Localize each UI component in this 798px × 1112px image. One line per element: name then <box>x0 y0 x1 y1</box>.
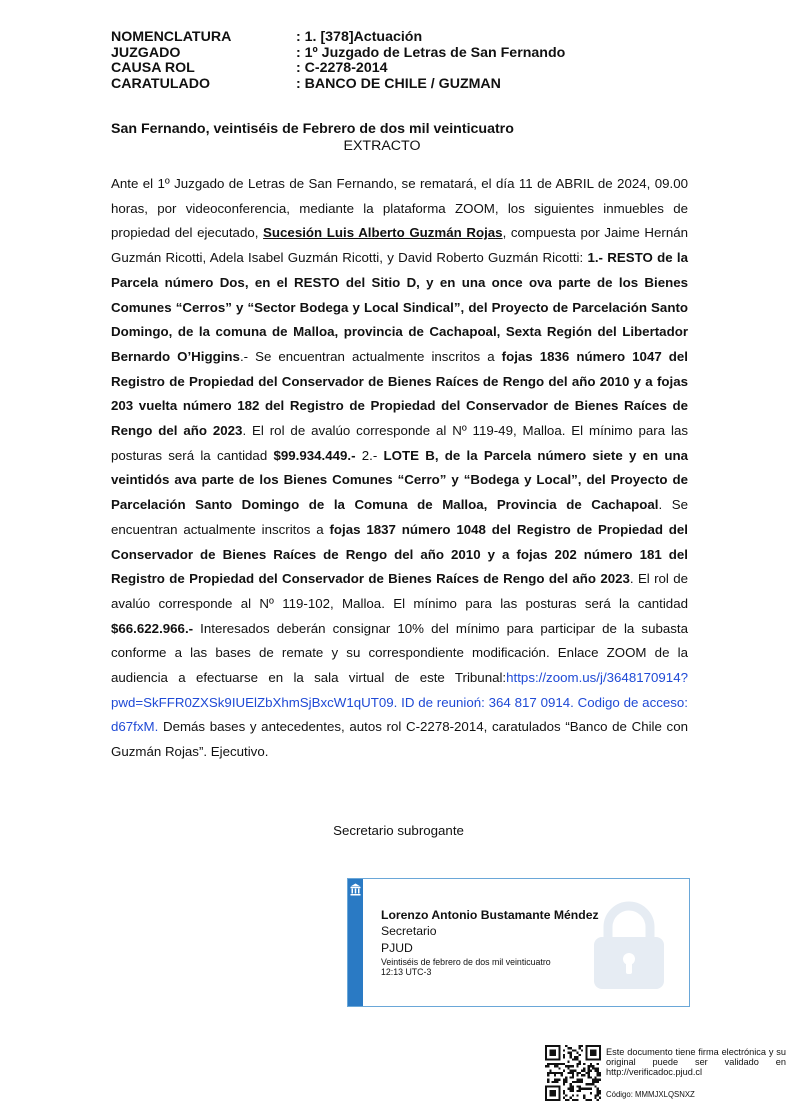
body-text: , compuesta por Jaime Hernán Guzmán Ricotti, Adela Isabel Guzmán Ricotti, y David Roberto Guzmán Ricotti: <box>111 225 689 266</box>
body-text: . Se encuentran actualmente inscritos a <box>111 497 688 537</box>
lock-icon <box>588 899 670 991</box>
secretary-label: Secretario subrogante <box>333 823 464 838</box>
signer-role: Secretario <box>381 924 437 938</box>
zoom-link[interactable]: https://zoom.us/j/3648170914?pwd=SkFFR0ZXSk9IUElZbXhmSjBxcW1qUT09. ID de reunioń: 364 817 0914. Codigo de acceso: d67fxM. <box>111 670 688 735</box>
meta-label: CAUSA ROL <box>111 60 195 77</box>
body-text: .- Se encuentran actualmente inscritos a <box>239 348 502 364</box>
verification-code: Código: MMMJXLQSNXZ <box>606 1090 695 1099</box>
body-text: . El rol de avalúo corresponde al Nº 119-102, Malloa. El mínimo para las posturas será la cantidad <box>111 571 688 611</box>
date-line: San Fernando, veintiséis de Febrero de dos mil veinticuatro <box>111 121 514 137</box>
body-text: Ante el 1º Juzgado de Letras de San Fernando, se rematará, el día 11 de ABRIL de 2024, 09.00 horas, por videoconferencia, mediante la plataforma ZOOM, los siguientes inmuebles de propiedad del ejecutado, <box>111 176 688 241</box>
meta-value: : 1. [378]Actuación <box>296 29 423 45</box>
meta-value: : C-2278-2014 <box>296 60 388 77</box>
property-1-registry: fojas 1836 número 1047 del Registro de Propiedad del Conservador de Bienes Raíces de Rengo del año 2010 y a fojas 203 vuelta número 182 del Registro de Propiedad del Conservador de Bienes Raíces de Rengo del año 2023 <box>111 348 688 439</box>
meta-row-juzgado <box>111 46 565 62</box>
extract-body <box>111 172 688 765</box>
meta-value: : 1º Juzgado de Letras de San Fernando <box>296 44 566 61</box>
body-text: Interesados deberán consignar 10% del mínimo para participar de la subasta conforme a las bases de remate y su correspondiente modificación. Enlace ZOOM de la audiencia a efectuarse en la sala virtual de este Tribunal: <box>111 620 688 686</box>
body-text: 2.- <box>355 447 384 463</box>
meta-label: JUZGADO <box>111 44 181 61</box>
signer-name: Lorenzo Antonio Bustamante Méndez <box>381 908 599 922</box>
body-text: . El rol de avalúo corresponde al Nº 119-49, Malloa. El mínimo para las posturas será la cantidad <box>111 423 688 463</box>
meta-label: NOMENCLATURA <box>111 29 232 45</box>
verification-text: Este documento tiene firma electrónica y su original puede ser validado en http://verificadoc.pjud.cl <box>606 1047 786 1077</box>
signature-time: 12:13 UTC-3 <box>381 966 432 977</box>
signer-organization: PJUD <box>381 941 413 955</box>
property-2-description: LOTE B, de la Parcela número siete y en una veintidós ava parte de los Bienes Comunes “Cerro” y “Bodega y Local”, del Proyecto de Parcelación Santo Domingo de la Comuna de Malloa, Provincia de Cachapoal <box>111 447 688 513</box>
meta-row-causa-rol <box>111 61 565 77</box>
debtor-name: Sucesión Luis Alberto Guzmán Rojas <box>263 225 503 241</box>
meta-value: : BANCO DE CHILE / GUZMAN <box>296 75 501 92</box>
property-2-minimum: $66.622.966.- <box>111 620 194 636</box>
signature-strip <box>348 879 363 1006</box>
qr-code-icon <box>545 1045 601 1101</box>
meta-label: CARATULADO <box>111 75 211 92</box>
bank-icon <box>350 883 361 896</box>
property-2-registry: fojas 1837 número 1048 del Registro de Propiedad del Conservador de Bienes Raíces de Rengo del año 2010 y a fojas 202 número 181 del Registro de Propiedad del Conservador de Bienes Raíces de Rengo del año 2023 <box>111 521 689 587</box>
body-text: Demás bases y antecedentes, autos rol C-2278-2014, caratulados “Banco de Chile con Guzmán Rojas”. Ejecutivo. <box>111 719 688 760</box>
meta-row-caratulado <box>111 77 565 93</box>
property-1-description: 1.- RESTO de la Parcela número Dos, en el RESTO del Sitio D, y en una once ova parte de los Bienes Comunes “Cerros” y “Sector Bodega y Local Sindical”, del Proyecto de Parcelación Santo Domingo, de la comuna de Malloa, provincia de Cachapoal, Sexta Región del Libertador Bernardo O’Higgins <box>111 250 688 364</box>
signature-timestamp <box>381 958 551 977</box>
electronic-signature-box <box>347 878 690 1007</box>
document-heading: EXTRACTO <box>343 138 421 154</box>
header-metadata <box>111 30 565 92</box>
signature-date: Veintiséis de febrero de dos mil veinticuatro <box>381 957 551 967</box>
property-1-minimum: $99.934.449.- <box>273 447 356 463</box>
meta-row-nomenclatura <box>111 30 565 46</box>
